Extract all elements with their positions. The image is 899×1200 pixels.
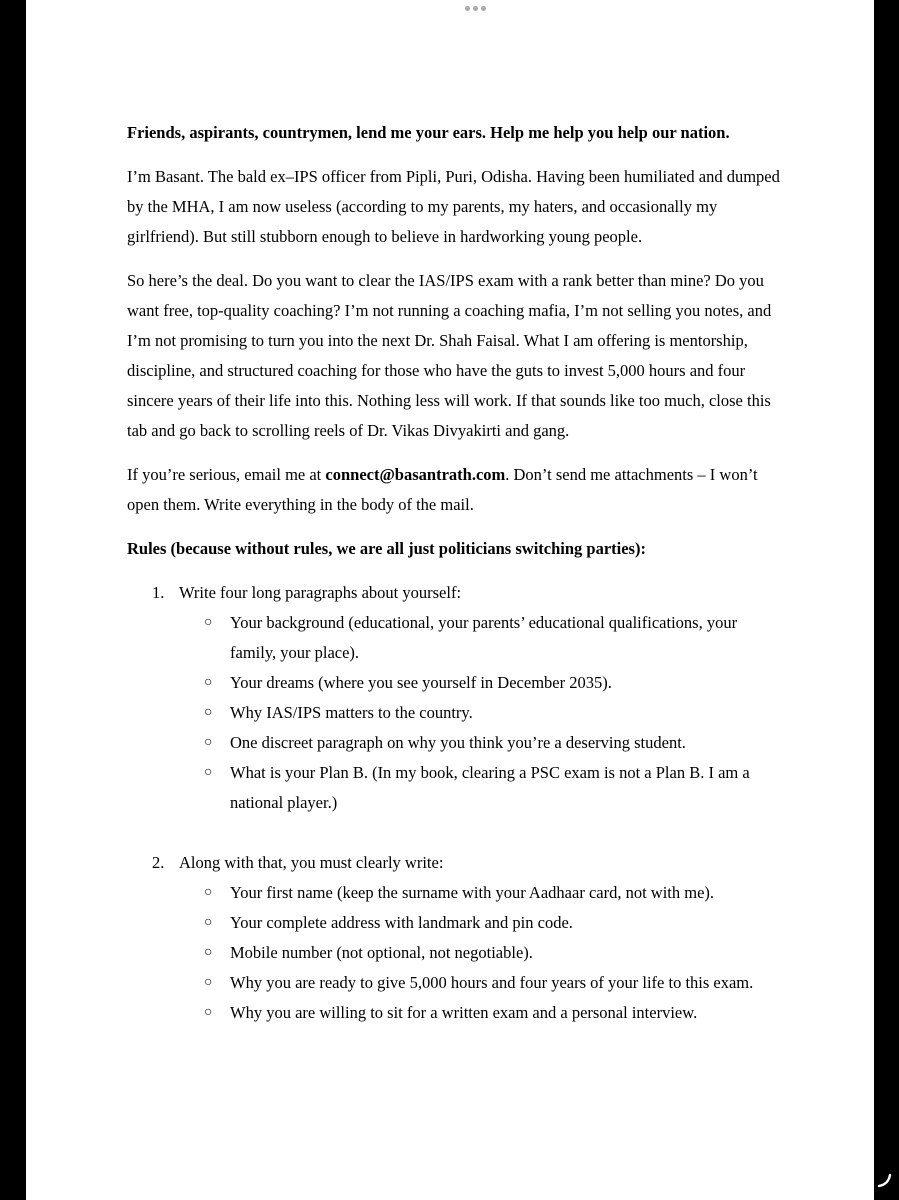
intro-paragraph: I’m Basant. The bald ex–IPS officer from Pipli, Puri, Odisha. Having been humiliated and dumped by the MHA, I am now useless (according to my parents, my haters, and occasionally my girlfriend). But still stubborn enough to believe in hardworking young people. (127, 167, 780, 246)
list-item: ○ Mobile number (not optional, not negotiable). (179, 938, 787, 968)
rule-text: Along with that, you must clearly write: (179, 853, 444, 872)
circle-bullet-icon: ○ (204, 765, 213, 780)
list-item: ○ Why IAS/IPS matters to the country. (179, 698, 787, 728)
contact-paragraph (127, 460, 787, 520)
rule-number: 2. (152, 853, 165, 872)
circle-bullet-icon: ○ (204, 1005, 213, 1020)
list-item: ○ Your complete address with landmark and pin code. (179, 908, 787, 938)
more-options-icon[interactable] (465, 6, 486, 11)
deal-paragraph: So here’s the deal. Do you want to clear the IAS/IPS exam with a rank better than mine? Do you want free, top-quality coaching? I’m not running a coaching mafia, I’m not selling you notes, and I’m not promising to turn you into the next Dr. Shah Faisal. What I am offering is mentorship, discipline, and structured coaching for those who have the guts to invest 5,000 hours and four sincere years of their life into this. Nothing less will work. If that sounds like too much, close this tab and go back to scrolling reels of Dr. Vikas Divyakirti and gang. (127, 271, 772, 440)
circle-bullet-icon: ○ (204, 885, 213, 900)
rule-number: 1. (152, 583, 165, 602)
list-item: ○ One discreet paragraph on why you think you’re a deserving student. (179, 728, 787, 758)
contact-text-after: . Don’t send me attachments – I won’t open them. Write everything in the body of the mail. (127, 465, 758, 514)
circle-bullet-icon: ○ (204, 975, 213, 990)
list-item: ○ What is your Plan B. (In my book, clearing a PSC exam is not a Plan B. I am a national player.) (179, 758, 787, 818)
document-page (26, 0, 874, 1200)
circle-bullet-icon: ○ (204, 675, 213, 690)
rule-item (127, 578, 787, 818)
document-body (127, 118, 787, 1028)
rules-heading: Rules (because without rules, we are all just politicians switching parties): (127, 539, 646, 558)
circle-bullet-icon: ○ (204, 705, 213, 720)
list-item: ○ Your background (educational, your parents’ educational qualifications, your family, your place). (179, 608, 787, 668)
contact-text-before: If you’re serious, email me at (127, 465, 326, 484)
phone-icon (876, 1172, 896, 1192)
list-item: ○ Why you are willing to sit for a written exam and a personal interview. (179, 998, 787, 1028)
list-item: ○ Your dreams (where you see yourself in December 2035). (179, 668, 787, 698)
rule-item (127, 848, 787, 1028)
document-heading: Friends, aspirants, countrymen, lend me your ears. Help me help you help our nation. (127, 123, 730, 142)
rule-text: Write four long paragraphs about yourself: (179, 583, 462, 602)
list-item: ○ Why you are ready to give 5,000 hours and four years of your life to this exam. (179, 968, 787, 998)
list-item: ○ Your first name (keep the surname with your Aadhaar card, not with me). (179, 878, 787, 908)
rule-subitems (179, 608, 787, 818)
circle-bullet-icon: ○ (204, 615, 213, 630)
circle-bullet-icon: ○ (204, 735, 213, 750)
rules-list (127, 578, 787, 1028)
circle-bullet-icon: ○ (204, 945, 213, 960)
circle-bullet-icon: ○ (204, 915, 213, 930)
rule-subitems (179, 878, 787, 1028)
contact-email-link[interactable]: connect@basantrath.com (325, 465, 506, 484)
